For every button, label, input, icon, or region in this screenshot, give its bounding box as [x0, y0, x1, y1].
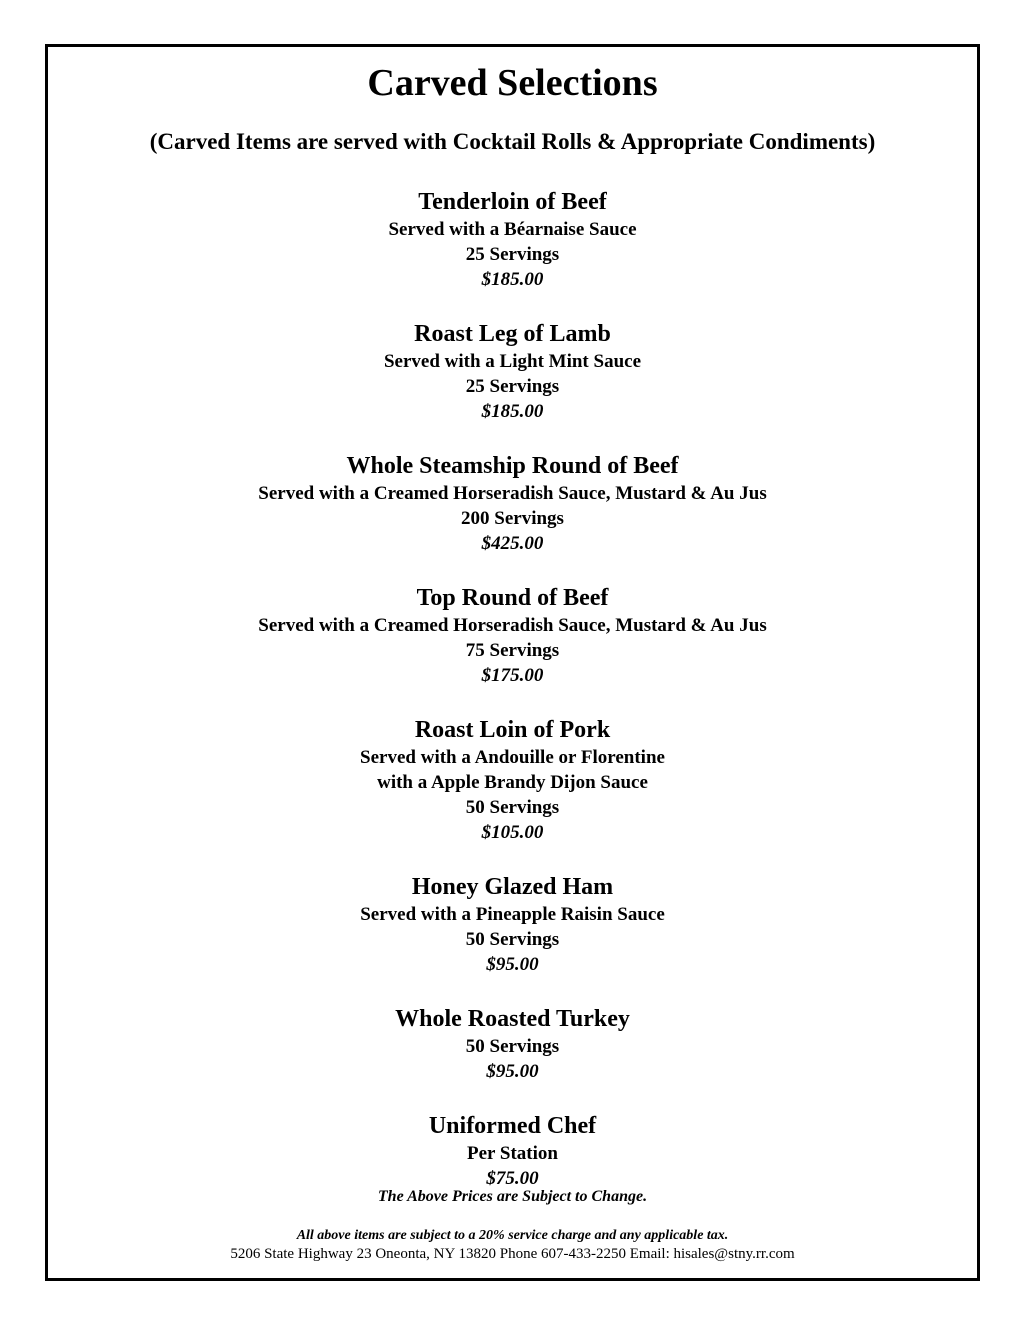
menu-item-name: Tenderloin of Beef: [418, 189, 607, 215]
menu-item-name: Whole Roasted Turkey: [395, 1006, 630, 1032]
menu-item-detail: Served with a Pineapple Raisin Sauce: [360, 904, 665, 925]
menu-item-price: $425.00: [481, 533, 544, 554]
contact-address: 5206 State Highway 23 Oneonta, NY 13820 Phone 607-433-2250 Email: hisales@stny.rr.com: [230, 1246, 795, 1262]
menu-item-detail: 75 Servings: [465, 640, 560, 661]
page-title: Carved Selections: [367, 62, 658, 104]
menu-item-name: Roast Loin of Pork: [414, 717, 611, 743]
menu-item-price: $75.00: [486, 1168, 539, 1189]
menu-item: [48, 1111, 977, 1191]
menu-item-detail: Served with a Creamed Horseradish Sauce, Mustard & Au Jus: [258, 615, 767, 636]
page-subtitle: (Carved Items are served with Cocktail Rolls & Appropriate Condiments): [149, 129, 876, 154]
menu-item-price: $105.00: [481, 822, 544, 843]
menu-item-name: Uniformed Chef: [428, 1113, 597, 1139]
menu-item-name: Honey Glazed Ham: [411, 874, 614, 900]
menu-item: [48, 1004, 977, 1084]
menu-item-price: $175.00: [481, 665, 544, 686]
menu-items-list: [48, 187, 977, 1218]
menu-item-price: $185.00: [481, 401, 544, 422]
menu-item-detail: 200 Servings: [461, 508, 564, 529]
menu-item-detail: 25 Servings: [465, 244, 560, 265]
service-charge-note: All above items are subject to a 20% service charge and any applicable tax.: [296, 1228, 729, 1243]
menu-item-detail: 50 Servings: [465, 929, 560, 950]
menu-item: [48, 187, 977, 292]
menu-item: [48, 872, 977, 977]
menu-item: [48, 715, 977, 845]
menu-item-name: Roast Leg of Lamb: [414, 321, 611, 347]
menu-item: [48, 319, 977, 424]
menu-item-price: $95.00: [486, 1061, 539, 1082]
menu-item-detail: Served with a Creamed Horseradish Sauce, Mustard & Au Jus: [258, 483, 767, 504]
menu-item-price: $185.00: [481, 269, 544, 290]
menu-item-name: Whole Steamship Round of Beef: [346, 453, 679, 479]
menu-item-detail: Per Station: [467, 1143, 558, 1164]
menu-item: [48, 451, 977, 556]
price-disclaimer: The Above Prices are Subject to Change.: [377, 1188, 648, 1205]
page-frame: [45, 44, 980, 1281]
menu-item-detail: Served with a Béarnaise Sauce: [388, 219, 637, 240]
menu-item-detail: 50 Servings: [465, 1036, 560, 1057]
menu-item-detail: 25 Servings: [465, 376, 560, 397]
menu-item-detail: Served with a Light Mint Sauce: [383, 351, 642, 372]
menu-item-price: $95.00: [486, 954, 539, 975]
menu-item-detail: with a Apple Brandy Dijon Sauce: [377, 772, 648, 793]
menu-item-name: Top Round of Beef: [416, 585, 609, 611]
menu-item-detail: Served with a Andouille or Florentine: [360, 747, 665, 768]
menu-item: [48, 583, 977, 688]
menu-item-detail: 50 Servings: [465, 797, 560, 818]
